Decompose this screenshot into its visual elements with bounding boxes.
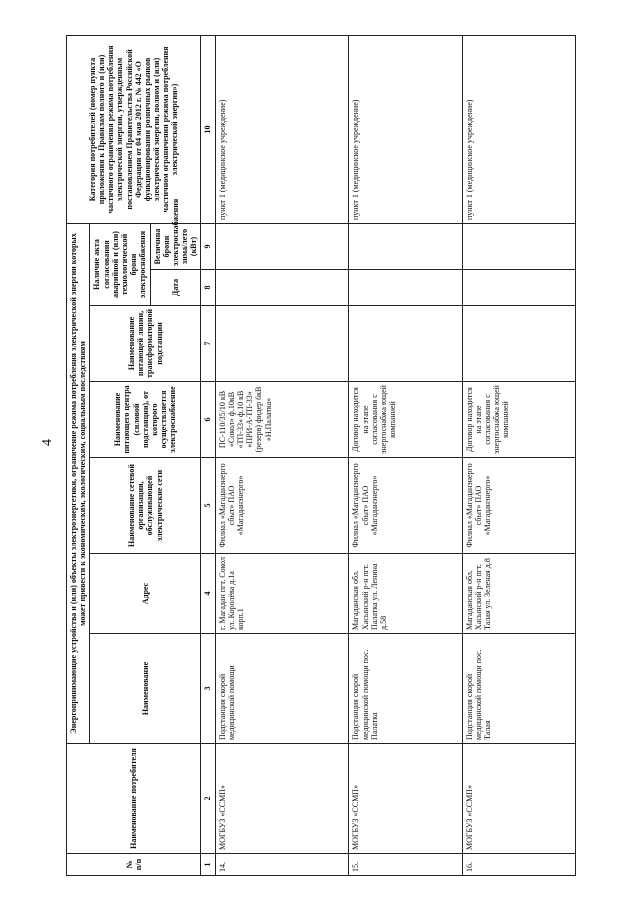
- header-act-group: Наличие акта согласования аварийной и (или) технологической брони электроснабжения: [90, 223, 150, 305]
- table-row: [349, 35, 462, 875]
- row-category: пункт 1 (медицинское учреждение): [349, 35, 462, 223]
- row-feeder: [349, 306, 462, 382]
- row-feeder: [215, 306, 349, 382]
- table-row: [215, 35, 349, 875]
- row-reserve: [215, 223, 349, 269]
- row-grid-org: Филиал «Магаданэнерго сбыт» ПАО «Магаданэнерго»: [215, 458, 349, 554]
- header-consumer-name: Наименование потребителя: [67, 744, 201, 854]
- header-group-title: Энергопринимающие устройства и (или) объекты электроэнергетики, ограничение режима потребления электрической энергии которых может привести к экономическим, экологическим, социальным последствиям: [67, 223, 90, 743]
- row-date: [462, 270, 575, 306]
- row-consumer: МОГБУЗ «ССМП»: [349, 744, 462, 854]
- col-number: 2: [201, 744, 215, 854]
- row-feeder: [462, 306, 575, 382]
- row-num: 14.: [215, 854, 349, 876]
- header-feeder: Наименование питающей линии, трансформаторной подстанции: [90, 306, 201, 382]
- col-number: 3: [201, 634, 215, 744]
- col-number: 8: [201, 270, 215, 306]
- row-name: Подстанция скорой медицинской помощи пос. Палатка: [349, 634, 462, 744]
- col-number: 4: [201, 554, 215, 634]
- col-number: 5: [201, 458, 215, 554]
- row-category: пункт 1 (медицинское учреждение): [462, 35, 575, 223]
- header-supply-center: Наименование питающего центра (силовой подстанции), от которого осуществляется электроснабжение: [90, 382, 201, 458]
- row-num: 15.: [349, 854, 462, 876]
- row-supply-center: Договор находится на этапе согласования с энергоснабжа ющей компанией: [462, 382, 575, 458]
- row-consumer: МОГБУЗ «ССМП»: [215, 744, 349, 854]
- col-number: 7: [201, 306, 215, 382]
- row-name: Подстанция скорой медицинской помощи пос. Талая: [462, 634, 575, 744]
- row-consumer: МОГБУЗ «ССМП»: [462, 744, 575, 854]
- row-supply-center: ПС-110/35/10 кВ «Сокол» ф.10кВ «ТП-33» ф.10 кВ «ПРИ-А-ТП-33» (резерв) фидер 6кВ «Н.Палатка»: [215, 382, 349, 458]
- header-address: Адрес: [90, 554, 201, 634]
- row-date: [215, 270, 349, 306]
- row-reserve: [462, 223, 575, 269]
- page-number: 4: [40, 439, 55, 446]
- header-date: Дата: [150, 270, 201, 306]
- col-number: 10: [201, 35, 215, 223]
- row-supply-center: Договор находится на этапе согласования с энергоснабжа ющей компанией: [349, 382, 462, 458]
- row-date: [349, 270, 462, 306]
- col-number: 1: [201, 854, 215, 876]
- row-reserve: [349, 223, 462, 269]
- col-number: 9: [201, 223, 215, 269]
- header-name: Наименование: [90, 634, 201, 744]
- row-address: Магаданская обл. Хасынский р-н пгт. Талая ул. Зеленая д.8: [462, 554, 575, 634]
- col-number: 6: [201, 382, 215, 458]
- table-row: [462, 35, 575, 875]
- row-address: г. Магадан пгт. Сокол ул. Королёва д.1а корп.1: [215, 554, 349, 634]
- header-reserve: Величина брони электроснабжения зима/лето (кВт): [150, 223, 201, 269]
- row-name: Подстанция скорой медицинской помощи: [215, 634, 349, 744]
- header-grid-org: Наименование сетевой организации, обслуживающей электрические сети: [90, 458, 201, 554]
- consumer-table: [66, 35, 576, 876]
- row-grid-org: Филиал «Магаданэнерго сбыт» ПАО «Магаданэнерго»: [349, 458, 462, 554]
- consumer-table-wrapper: [66, 36, 576, 876]
- row-grid-org: Филиал «Магаданэнерго сбыт» ПАО «Магаданэнерго»: [462, 458, 575, 554]
- row-address: Магаданская обл. Хасынский р-н пгт. Палатка ул. Ленина д.58: [349, 554, 462, 634]
- row-num: 16.: [462, 854, 575, 876]
- header-category: Категория потребителей (номер пункта приложения к Правилам полного и (или) частичного ограничения режима потребления электрической энергии, утвержденным постановлением Правительства Российской Федерации от 04 мая 2012 г. № 442 «О функционировании розничных рынков электрической энергии, полном и (или) частичном ограничении режима потребления электрической энергии»): [67, 35, 201, 223]
- row-category: пункт 1 (медицинское учреждение): [215, 35, 349, 223]
- header-num: № п/п: [67, 854, 201, 876]
